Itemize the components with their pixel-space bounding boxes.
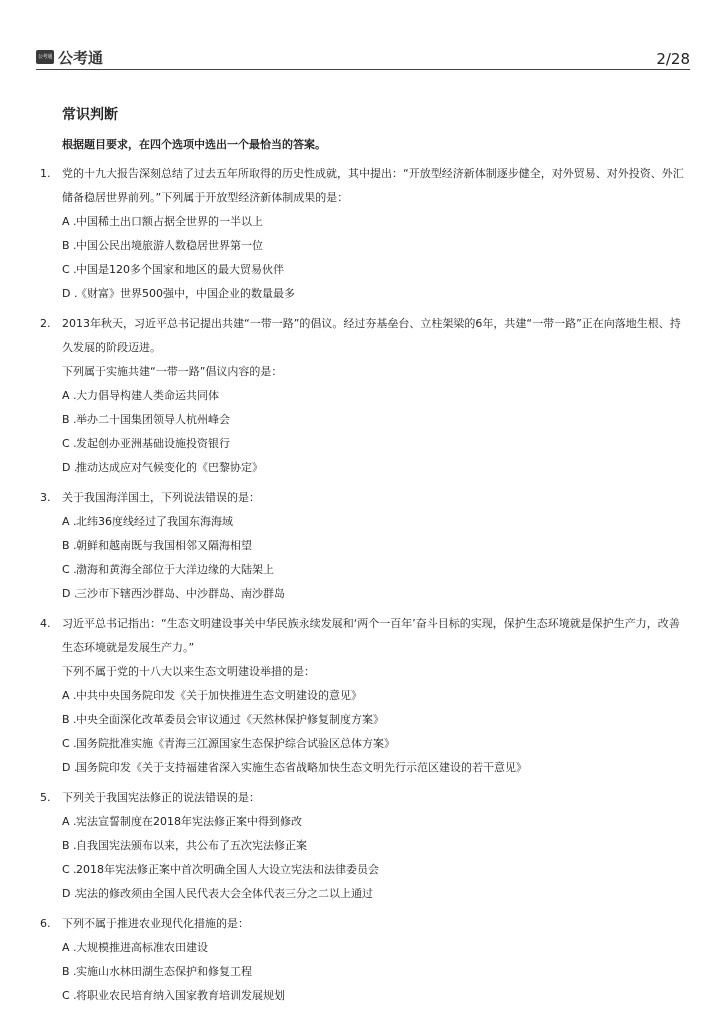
question-number: 3.: [40, 491, 51, 504]
option-letter: A .: [62, 389, 77, 402]
option-text: 中国公民出境旅游人数稳居世界第一位: [76, 239, 263, 252]
question-stem: 关于我国海洋国土，下列说法错误的是：: [62, 491, 260, 504]
answer-option: [62, 582, 688, 606]
option-letter: C .: [62, 989, 77, 1002]
question-stem: 下列不属于推进农业现代化措施的是：: [62, 917, 249, 930]
question-stem: 下列关于我国宪法修正的说法错误的是：: [62, 791, 260, 804]
answer-option: [62, 984, 688, 1008]
option-text: 国务院印发《关于支持福建省深入实施生态省战略加快生态文明先行示范区建设的若干意见》: [76, 761, 527, 774]
question-item: [40, 912, 688, 1008]
question-number: 5.: [40, 791, 51, 804]
option-letter: D .: [62, 287, 78, 300]
header-divider: [36, 69, 690, 70]
question-stem: 习近平总书记指出：“生态文明建设事关中华民族永续发展和‘两个一百年’奋斗目标的实现，保护生态环境就是保护生产力，改善生态环境就是发展生产力。”: [62, 617, 680, 654]
answer-option: [62, 234, 688, 258]
option-text: 三沙市下辖西沙群岛、中沙群岛、南沙群岛: [76, 587, 285, 600]
answer-option: [62, 810, 688, 834]
option-letter: A .: [62, 689, 77, 702]
answer-option: [62, 510, 688, 534]
option-letter: D .: [62, 761, 78, 774]
option-text: 中国稀土出口额占据全世界的一半以上: [76, 215, 263, 228]
answer-option: [62, 882, 688, 906]
answer-option: [62, 456, 688, 480]
answer-option: [62, 384, 688, 408]
answer-option: [62, 408, 688, 432]
option-letter: B .: [62, 539, 77, 552]
answer-option: [62, 960, 688, 984]
question-item: [40, 612, 688, 780]
option-letter: B .: [62, 413, 77, 426]
option-text: 将职业农民培育纳入国家教育培训发展规划: [76, 989, 285, 1002]
option-text: 发起创办亚洲基础设施投资银行: [76, 437, 230, 450]
option-letter: C .: [62, 263, 77, 276]
option-text: 北纬36度线经过了我国东海海域: [76, 515, 233, 528]
option-text: 中国是120多个国家和地区的最大贸易伙伴: [76, 263, 284, 276]
answer-option: [62, 858, 688, 882]
question-list: [40, 162, 688, 1014]
option-letter: C .: [62, 863, 77, 876]
option-text: 自我国宪法颁布以来，共公布了五次宪法修正案: [76, 839, 307, 852]
question-stem: 党的十九大报告深刻总结了过去五年所取得的历史性成就，其中提出：“开放型经济新体制逐步健全，对外贸易、对外投资、外汇储备稳居世界前列。”下列属于开放型经济新体制成果的是：: [62, 167, 684, 204]
answer-option: [62, 684, 688, 708]
option-letter: D .: [62, 587, 78, 600]
option-text: 中共中央国务院印发《关于加快推进生态文明建设的意见》: [76, 689, 362, 702]
option-text: 朝鲜和越南既与我国相邻又隔海相望: [76, 539, 252, 552]
option-text: 渤海和黄海全部位于大洋边缘的大陆架上: [76, 563, 274, 576]
answer-option: [62, 936, 688, 960]
option-text: 大规模推进高标准农田建设: [76, 941, 208, 954]
option-letter: C .: [62, 563, 77, 576]
option-text: 宪法宣誓制度在2018年宪法修正案中得到修改: [76, 815, 302, 828]
answer-option: [62, 558, 688, 582]
question-number: 6.: [40, 917, 51, 930]
question-item: [40, 162, 688, 306]
question-number: 1.: [40, 167, 51, 180]
option-text: 《财富》世界500强中，中国企业的数量最多: [76, 287, 295, 300]
option-letter: D .: [62, 887, 78, 900]
answer-option: [62, 258, 688, 282]
question-prompt: 下列不属于党的十八大以来生态文明建设举措的是：: [62, 665, 315, 678]
option-letter: B .: [62, 239, 77, 252]
option-letter: B .: [62, 965, 77, 978]
section-instruction: 根据题目要求，在四个选项中选出一个最恰当的答案。: [62, 138, 326, 151]
option-text: 举办二十国集团领导人杭州峰会: [76, 413, 230, 426]
option-letter: A .: [62, 515, 77, 528]
option-text: 宪法的修改须由全国人民代表大会全体代表三分之二以上通过: [76, 887, 373, 900]
answer-option: [62, 756, 688, 780]
option-text: 国务院批准实施《青海三江源国家生态保护综合试验区总体方案》: [76, 737, 395, 750]
page-header: [36, 46, 690, 70]
option-letter: A .: [62, 215, 77, 228]
logo-mark: 公考通: [36, 50, 54, 64]
answer-option: [62, 534, 688, 558]
option-letter: B .: [62, 839, 77, 852]
option-text: 2018年宪法修正案中首次明确全国人大设立宪法和法律委员会: [76, 863, 379, 876]
page-indicator: 2/28: [656, 50, 690, 68]
section-title: 常识判断: [62, 107, 118, 123]
question-item: [40, 786, 688, 906]
answer-option: [62, 708, 688, 732]
answer-option: [62, 210, 688, 234]
answer-option: [62, 282, 688, 306]
logo-text: 公考通: [58, 49, 104, 67]
option-text: 推动达成应对气候变化的《巴黎协定》: [76, 461, 263, 474]
question-stem: 2013年秋天，习近平总书记提出共建“一带一路”的倡议。经过夯基垒台、立柱架梁的6年，共建“一带一路”正在向落地生根、持久发展的阶段迈进。: [62, 317, 681, 354]
option-letter: C .: [62, 437, 77, 450]
question-prompt: 下列属于实施共建“一带一路”倡议内容的是：: [62, 365, 283, 378]
option-letter: A .: [62, 815, 77, 828]
option-letter: B .: [62, 713, 77, 726]
option-text: 中央全面深化改革委员会审议通过《天然林保护修复制度方案》: [76, 713, 384, 726]
question-item: [40, 486, 688, 606]
option-letter: C .: [62, 737, 77, 750]
option-letter: A .: [62, 941, 77, 954]
question-number: 4.: [40, 617, 51, 630]
answer-option: [62, 732, 688, 756]
question-number: 2.: [40, 317, 51, 330]
question-item: [40, 312, 688, 480]
option-text: 大力倡导构建人类命运共同体: [76, 389, 219, 402]
option-text: 实施山水林田湖生态保护和修复工程: [76, 965, 252, 978]
answer-option: [62, 432, 688, 456]
answer-option: [62, 834, 688, 858]
option-letter: D .: [62, 461, 78, 474]
